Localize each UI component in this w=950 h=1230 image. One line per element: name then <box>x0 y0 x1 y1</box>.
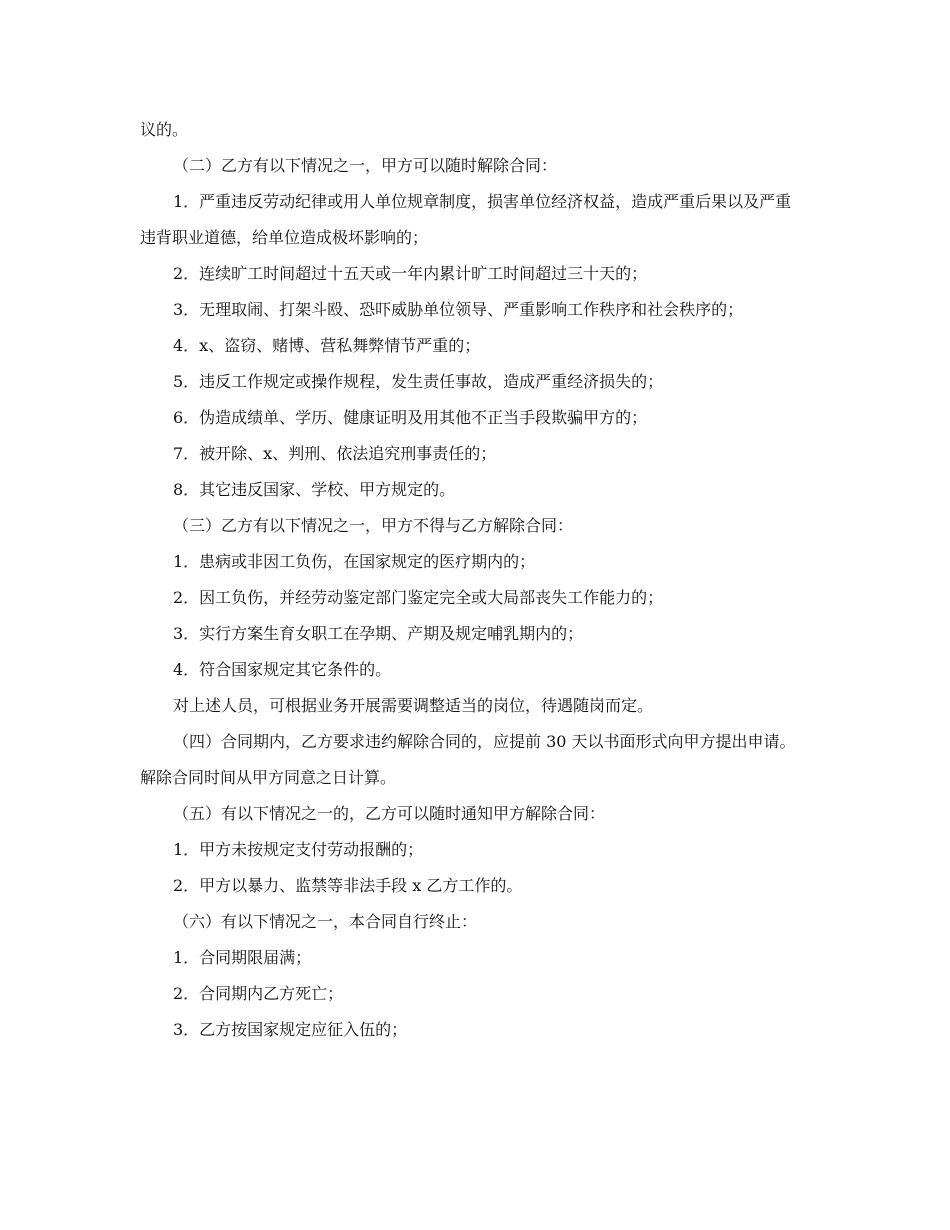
document-body <box>140 112 805 1048</box>
list-item: 5．违反工作规定或操作规程，发生责任事故，造成严重经济损失的； <box>173 372 664 391</box>
list-item: 7．被开除、x、判刑、依法追究刑事责任的； <box>173 444 497 463</box>
section-heading-3: （三）乙方有以下情况之一，甲方不得与乙方解除合同： <box>173 516 574 535</box>
list-item: 2．合同期内乙方死亡； <box>173 984 344 1003</box>
list-item: 2．因工负伤，并经劳动鉴定部门鉴定完全或大局部丧失工作能力的； <box>173 588 664 607</box>
list-item: 1．合同期限届满； <box>173 948 312 967</box>
list-item: 6．伪造成绩单、学历、健康证明及用其他不正当手段欺骗甲方的； <box>173 408 648 427</box>
section-heading-4: （四）合同期内，乙方要求违约解除合同的，应提前 30 天以书面形式向甲方提出申请。解除合同时间从甲方同意之日计算。 <box>140 732 796 787</box>
list-item: 2．连续旷工时间超过十五天或一年内累计旷工时间超过三十天的； <box>173 264 648 283</box>
list-item: 3．无理取闹、打架斗殴、恐吓威胁单位领导、严重影响工作秩序和社会秩序的； <box>173 300 744 319</box>
list-item: 4．x、盗窃、赌博、营私舞弊情节严重的； <box>173 336 481 355</box>
list-item: 2．甲方以暴力、监禁等非法手段 x 乙方工作的。 <box>173 876 523 895</box>
list-item: 4．符合国家规定其它条件的。 <box>173 660 392 679</box>
section-heading-5: （五）有以下情况之一的，乙方可以随时通知甲方解除合同： <box>173 804 606 823</box>
paragraph: 对上述人员，可根据业务开展需要调整适当的岗位，待遇随岗而定。 <box>173 696 654 715</box>
section-heading-6: （六）有以下情况之一，本合同自行终止： <box>173 912 478 931</box>
list-item: 8．其它违反国家、学校、甲方规定的。 <box>173 480 456 499</box>
section-heading-2: （二）乙方有以下情况之一，甲方可以随时解除合同： <box>173 156 558 175</box>
paragraph-continuation: 议的。 <box>140 120 189 139</box>
list-item: 3．实行方案生育女职工在孕期、产期及规定哺乳期内的； <box>173 624 584 643</box>
list-item: 3．乙方按国家规定应征入伍的； <box>173 1020 408 1039</box>
list-item: 1．严重违反劳动纪律或用人单位规章制度，损害单位经济权益，造成严重后果以及严重违背职业道德，给单位造成极坏影响的； <box>140 192 792 247</box>
list-item: 1．患病或非因工负伤，在国家规定的医疗期内的； <box>173 552 536 571</box>
list-item: 1．甲方未按规定支付劳动报酬的； <box>173 840 424 859</box>
